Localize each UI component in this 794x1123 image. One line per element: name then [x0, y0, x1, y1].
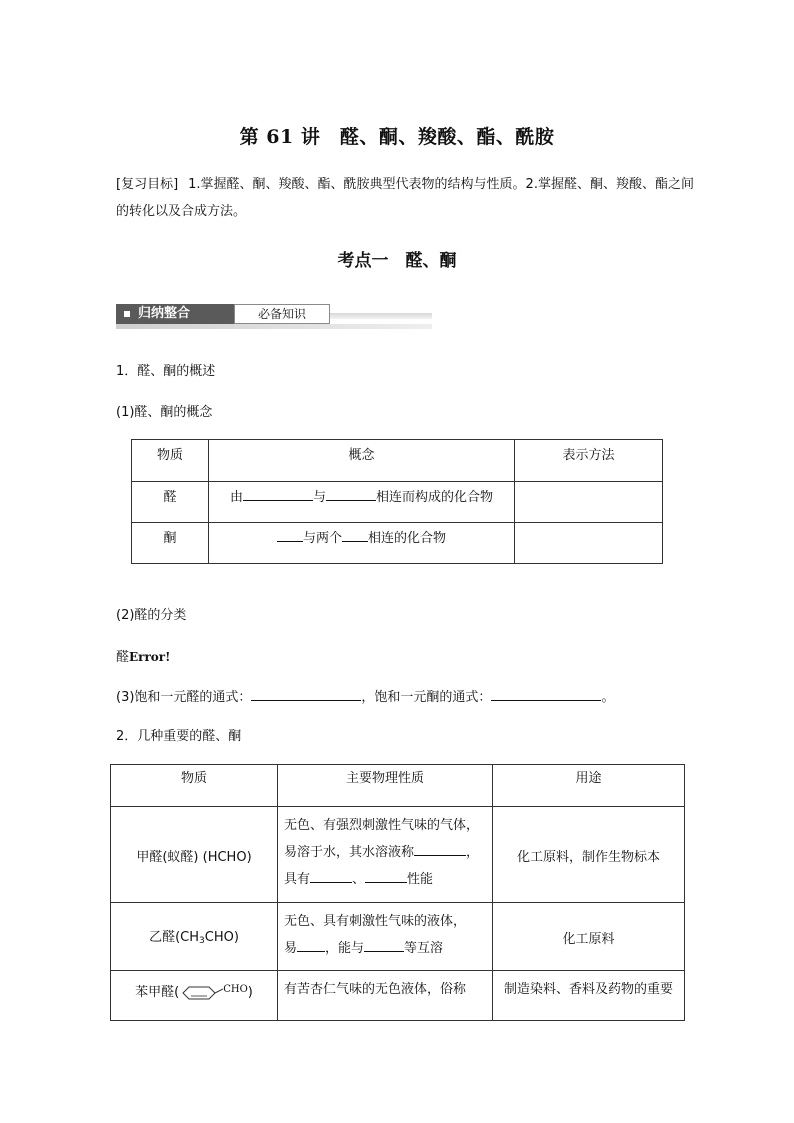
property-line: 无色、具有刺激性气味的液体， — [284, 914, 467, 929]
cho-group-label: CHO — [223, 984, 248, 995]
concept-text: 与 — [312, 490, 326, 505]
property-line — [284, 935, 486, 962]
classification-error — [116, 646, 170, 665]
table2-header-substance: 物质 — [111, 765, 278, 807]
property-text: 易溶于水，其水溶液称 — [284, 845, 415, 860]
banner-rule — [330, 313, 432, 319]
acetaldehyde-properties — [278, 903, 493, 971]
substance-text: ) — [247, 985, 253, 1000]
benzaldehyde-uses: 制造染料、香料及药物的重要 — [493, 971, 685, 1021]
banner-underline — [116, 324, 432, 329]
formula-text: ，饱和一元酮的通式： — [361, 690, 492, 705]
benzaldehyde-name — [111, 971, 278, 1021]
sub1-heading: (1)醛、酮的概念 — [116, 405, 213, 420]
property-text: 等互溶 — [404, 941, 444, 956]
fill-blank[interactable] — [365, 870, 407, 883]
square-icon — [124, 311, 130, 317]
section-title: 考点一 醛、酮 — [337, 251, 457, 271]
review-objective — [116, 171, 696, 225]
benzene-ring-icon — [179, 985, 223, 1001]
table1-cell-aldehyde-concept — [209, 482, 515, 523]
formula-line — [116, 686, 614, 705]
fill-blank[interactable] — [297, 939, 325, 952]
table1-cell-aldehyde: 醛 — [132, 482, 209, 523]
concept-text: 相连的化合物 — [368, 531, 447, 546]
substance-text: 乙醛(CH — [149, 929, 200, 945]
acetaldehyde-name — [111, 903, 278, 971]
error-text: Error! — [129, 650, 171, 664]
fill-blank[interactable] — [251, 688, 361, 701]
table-row — [111, 971, 685, 1021]
page-title: 第 61 讲 醛、酮、羧酸、酯、酰胺 — [239, 126, 555, 148]
formula-text: (3)饱和一元醛的通式： — [116, 690, 252, 705]
concept-text: 由 — [229, 490, 243, 505]
fill-blank[interactable] — [491, 688, 601, 701]
formaldehyde-uses: 化工原料，制作生物标本 — [493, 807, 685, 903]
section-banner — [116, 304, 432, 328]
table-row — [132, 523, 663, 564]
substance-text: CHO) — [204, 929, 239, 945]
item2-heading: 2．几种重要的醛、酮 — [116, 729, 242, 744]
fill-blank[interactable] — [414, 843, 466, 856]
subscript: 3 — [199, 935, 205, 946]
table1-header-substance: 物质 — [132, 440, 209, 482]
table2-header-properties: 主要物理性质 — [278, 765, 493, 807]
banner-primary-label: 归纳整合 — [138, 306, 191, 321]
fill-blank[interactable] — [342, 529, 368, 542]
concept-text: 与两个 — [302, 531, 342, 546]
banner-primary — [116, 304, 234, 324]
table1-header-concept: 概念 — [209, 440, 515, 482]
table1-header-notation: 表示方法 — [515, 440, 663, 482]
benzaldehyde-properties: 有苦杏仁气味的无色液体，俗称 — [278, 971, 493, 1021]
property-text: 性能 — [407, 872, 434, 887]
formaldehyde-name: 甲醛(蚁醛) (HCHO) — [111, 807, 278, 903]
table-row — [132, 482, 663, 523]
error-prefix: 醛 — [116, 650, 130, 665]
concept-table — [131, 439, 663, 564]
fill-blank[interactable] — [326, 488, 376, 501]
property-text: ，能与 — [325, 941, 365, 956]
table-row — [111, 903, 685, 971]
table1-cell-ketone: 酮 — [132, 523, 209, 564]
sub2-heading: (2)醛的分类 — [116, 608, 187, 623]
important-compounds-table — [110, 764, 685, 1021]
acetaldehyde-uses: 化工原料 — [493, 903, 685, 971]
property-line — [284, 839, 486, 866]
formula-text: 。 — [601, 690, 615, 705]
objective-tag: [复习目标] — [116, 177, 179, 192]
table-row — [111, 807, 685, 903]
concept-text: 相连而构成的化合物 — [376, 490, 494, 505]
property-text: 具有 — [284, 872, 311, 887]
table1-cell-ketone-notation[interactable] — [515, 523, 663, 564]
fill-blank[interactable] — [243, 488, 313, 501]
formaldehyde-properties — [278, 807, 493, 903]
property-text: 易 — [284, 941, 298, 956]
table2-header-uses: 用途 — [493, 765, 685, 807]
fill-blank[interactable] — [277, 529, 303, 542]
property-text: ， — [466, 845, 480, 860]
table1-cell-aldehyde-notation[interactable] — [515, 482, 663, 523]
property-line — [284, 866, 486, 893]
fill-blank[interactable] — [364, 939, 404, 952]
property-line: 无色、有强烈刺激性气味的气体， — [284, 818, 480, 833]
property-text: 、 — [352, 872, 366, 887]
objective-text: 1.掌握醛、酮、羧酸、酯、酰胺典型代表物的结构与性质。2.掌握醛、酮、羧酸、酯之间的转化以及合成方法。 — [116, 177, 694, 219]
fill-blank[interactable] — [310, 870, 352, 883]
item1-heading: 1．醛、酮的概述 — [116, 364, 216, 379]
substance-text: 苯甲醛( — [135, 985, 180, 1000]
banner-secondary: 必备知识 — [234, 304, 330, 324]
table1-cell-ketone-concept — [209, 523, 515, 564]
